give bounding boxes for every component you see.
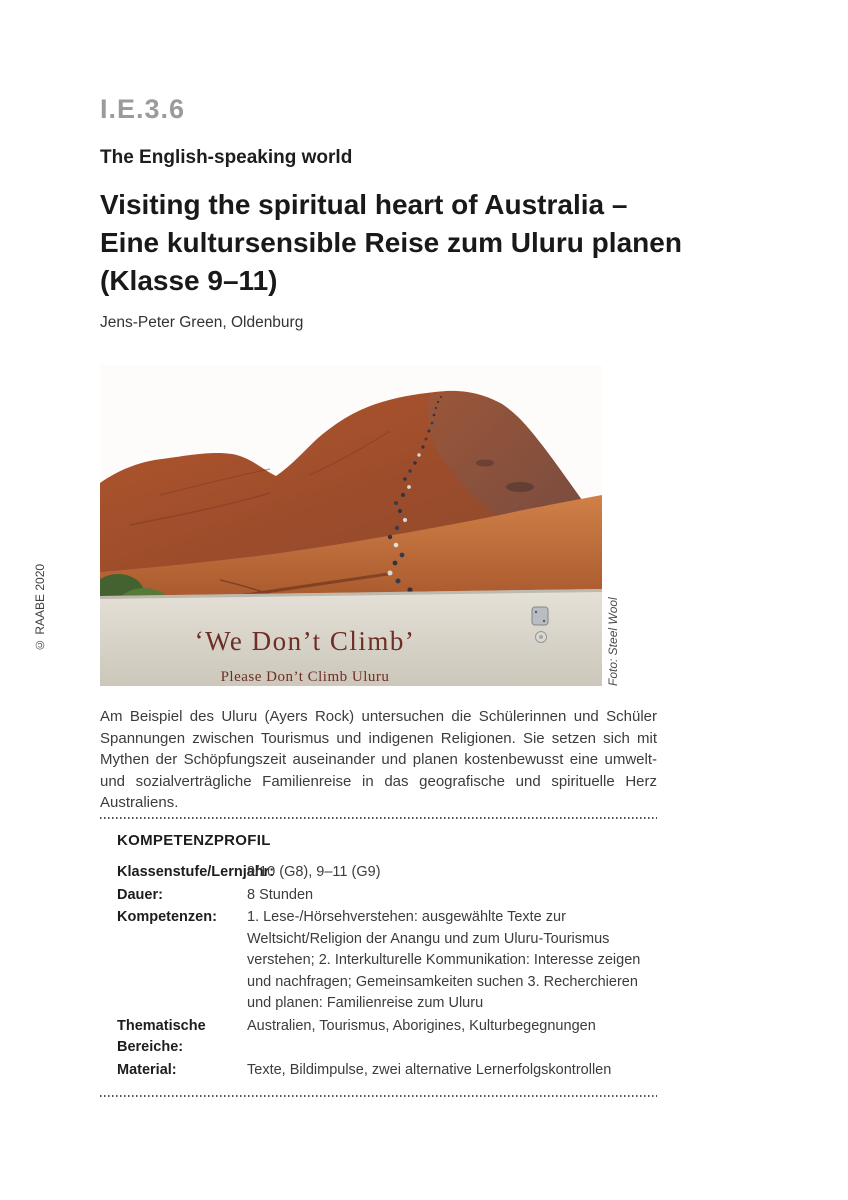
page-title-line3: (Klasse 9–11) [100,265,278,296]
abstract-text: Am Beispiel des Uluru (Ayers Rock) untersuchen die Schülerinnen und Schüler Spannungen zwischen Tourismus und indigenen Religionen. Sie setzen sich mit Mythen der Schöpfungszeit auseinander und planen kostenbewusst eine umwelt- und sozialverträgliche Familienreise in das geografische und spirituelle Herz Australiens. [100,708,657,811]
sign [100,589,602,686]
profile-row-label: Kompetenzen: [117,909,217,925]
profile-row-label: Thematische Bereiche: [117,1017,206,1055]
profile-row-label: Dauer: [117,886,163,903]
divider-top [100,817,657,819]
divider-bottom [100,1095,657,1097]
profile-row-value: Australien, Tourismus, Aborigines, Kulturbegegnungen [247,1017,596,1034]
section-code: I.E.3.6 [100,94,186,124]
rock-shadow-patch [506,482,534,492]
sign-sub-text: Please Don’t Climb Uluru [220,669,390,685]
profile-row-value: 9/10 (G8), 9–11 (G9) [247,864,381,880]
author-line: Jens-Peter Green, Oldenburg [100,314,304,331]
profile-row-value: 1. Lese-/Hörsehverstehen: ausgewählte Texte zur Weltsicht/Religion der Anangu und zum Uluru-Tourismus verstehen; 2. Interkulturelle Kommunikation: Interesse zeigen und nachfragen; Gemeinsamkeiten suchen 3. Recherchieren und planen: Familienreise zum Uluru [247,909,641,1011]
sign-main-text: ‘We Don’t Climb’ [194,626,416,656]
page-title-line1: Visiting the spiritual heart of Australia – [100,189,628,220]
profile-row-value: 8 Stunden [247,886,314,903]
photo-credit: Foto: Steel Wool [606,597,620,686]
uluru-photo-graphic [100,365,602,686]
profile-row-label: Material: [117,1061,177,1078]
profile-row-value: Texte, Bildimpulse, zwei alternative Lernerfolgskontrollen [247,1061,612,1078]
uluru-photo [100,365,602,686]
competence-profile-table [117,862,657,1081]
competence-profile [100,832,657,1097]
series-title: The English-speaking world [100,147,353,168]
rock-shadow-patch [476,460,494,467]
page-title-line2: Eine kultursensible Reise zum Uluru planen [100,227,682,258]
competence-profile-heading: KOMPETENZPROFIL [117,832,271,849]
profile-row-label: Klassenstufe/Lernjahr: [117,864,275,880]
page-title [100,186,700,300]
copyright-vertical: © RAABE 2020 [33,563,47,652]
